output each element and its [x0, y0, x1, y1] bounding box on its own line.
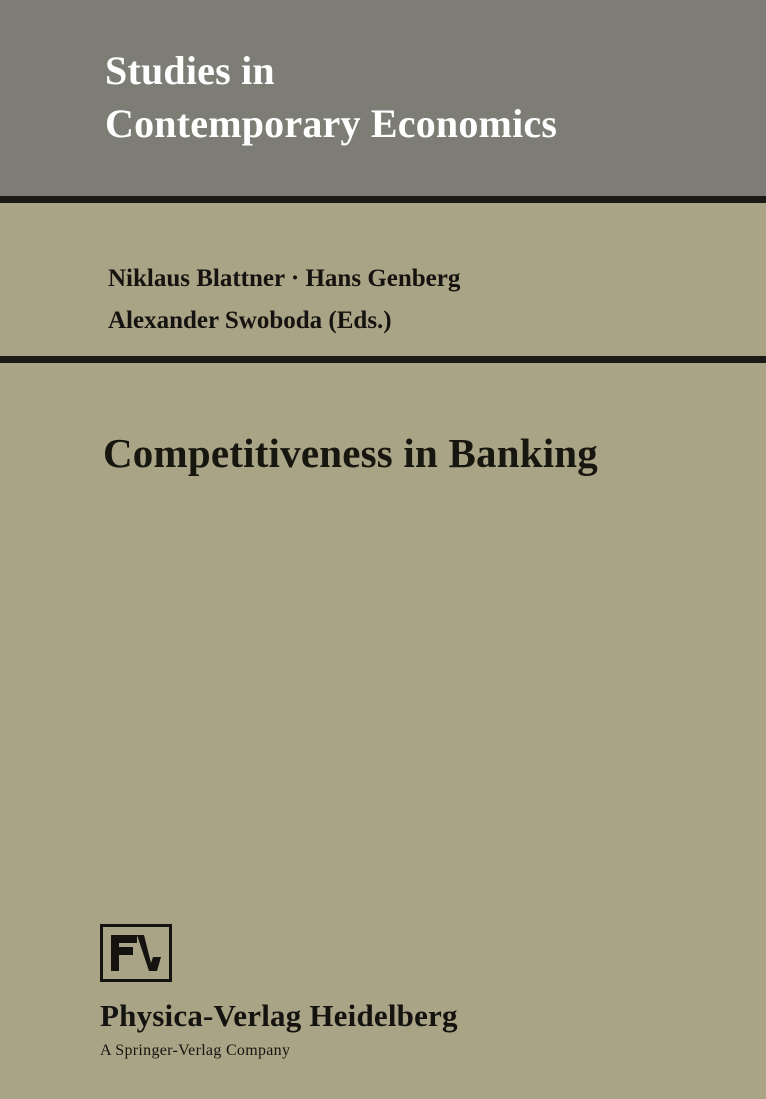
divider-top: [0, 196, 766, 203]
editors: [108, 258, 708, 342]
editors-line1: Niklaus Blattner · Hans Genberg: [108, 265, 461, 292]
physica-verlag-logo-icon: [100, 924, 172, 982]
series-title-line2: Contemporary Economics: [105, 101, 558, 146]
publisher-name: Physica-Verlag Heidelberg: [100, 998, 458, 1033]
divider-bottom: [0, 356, 766, 363]
publisher-subtitle: A Springer-Verlag Company: [100, 1042, 291, 1059]
book-title: Competitiveness in Banking: [103, 430, 598, 476]
series-title: [105, 44, 705, 150]
publisher-block: [100, 924, 700, 1061]
editors-line2: Alexander Swoboda (Eds.): [108, 307, 392, 334]
series-title-line1: Studies in: [105, 48, 275, 93]
